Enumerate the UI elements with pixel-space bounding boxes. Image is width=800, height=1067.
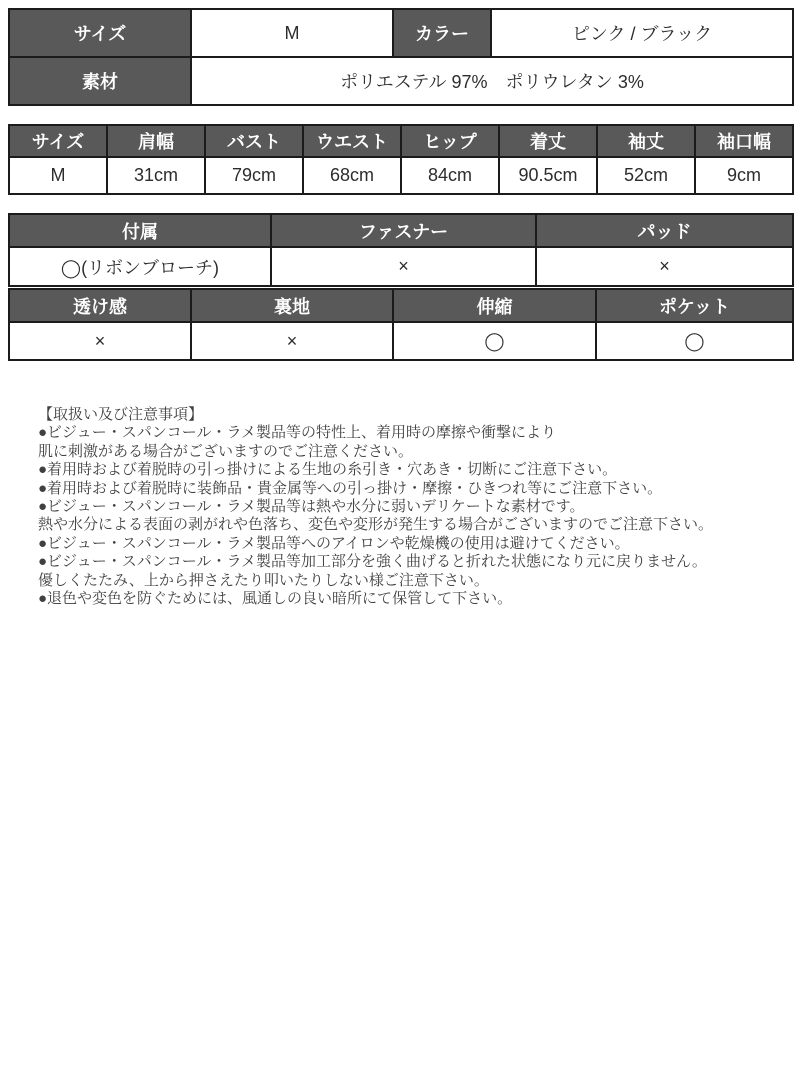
measure-value-cell: 84cm [401,157,499,194]
measure-value-cell: 52cm [597,157,695,194]
measure-header-cell: バスト [205,125,303,157]
table-row [9,57,793,105]
accessory-header-cell: 付属 [9,214,271,247]
spacer [8,106,792,124]
measure-header-cell: ヒップ [401,125,499,157]
feature-header-cell: ポケット [596,289,793,322]
care-note-line: ●着用時および着脱時に装飾品・貴金属等への引っ掛け・摩擦・ひきつれ等にご注意下さい。 [38,479,663,497]
care-notes-title: 【取扱い及び注意事項】 [38,406,204,423]
feature-header-cell: 伸縮 [393,289,596,322]
care-note-line: ●ビジュー・スパンコール・ラメ製品等は熱や水分に弱いデリケートな素材です。 [38,498,585,516]
measure-header-cell: サイズ [9,125,107,157]
measure-header-cell: ウエスト [303,125,401,157]
color-value-cell: ピンク / ブラック [491,9,793,57]
care-notes [8,406,792,608]
care-note-line: ●退色や変色を防ぐためには、風通しの良い暗所にて保管して下さい。 [38,590,513,608]
measure-value-cell: M [9,157,107,194]
table-row [9,247,793,286]
measure-value-cell: 9cm [695,157,793,194]
feature-header-cell: 裏地 [191,289,393,322]
accessory-header-cell: パッド [536,214,793,247]
table-row [9,125,793,157]
table-row [9,214,793,247]
accessory-header-cell: ファスナー [271,214,536,247]
measurements-table [8,124,794,195]
measure-value-cell: 31cm [107,157,205,194]
measure-value-cell: 68cm [303,157,401,194]
feature-value-cell: ◯ [393,322,596,360]
material-label-cell: 素材 [9,57,191,105]
accessory-value-cell: ◯(リボンブローチ) [9,247,271,286]
accessory-value-cell: × [271,247,536,286]
feature-value-cell: ◯ [596,322,793,360]
feature-value-cell: × [191,322,393,360]
feature-header-cell: 透け感 [9,289,191,322]
care-note-line: 優しくたたみ、上から押さえたり叩いたりしない様ご注意下さい。 [38,571,489,589]
feature-value-cell: × [9,322,191,360]
table-row [9,289,793,322]
care-note-line: 熱や水分による表面の剥がれや色落ち、変色や変形が発生する場合がございますのでご注意下さい。 [38,516,714,534]
spacer [8,195,792,213]
measure-header-cell: 着丈 [499,125,597,157]
table-row [9,157,793,194]
measure-value-cell: 90.5cm [499,157,597,194]
measure-header-cell: 袖口幅 [695,125,793,157]
color-label-cell: カラー [393,9,491,57]
size-value-cell: M [191,9,393,57]
measure-header-cell: 肩幅 [107,125,205,157]
measure-value-cell: 79cm [205,157,303,194]
care-note-line: ●ビジュー・スパンコール・ラメ製品等加工部分を強く曲げると折れた状態になり元に戻りません。 [38,553,707,571]
care-note-line: ●ビジュー・スパンコール・ラメ製品等へのアイロンや乾燥機の使用は避けてください。 [38,534,630,552]
care-note-line: 肌に刺激がある場合がございますのでご注意ください。 [38,442,414,460]
material-value-cell: ポリエステル 97% ポリウレタン 3% [191,57,793,105]
care-note-line: ●ビジュー・スパンコール・ラメ製品等の特性上、着用時の摩擦や衝撃により [38,424,557,442]
accessories-table [8,213,794,287]
table-row [9,322,793,360]
size-color-material-table [8,8,794,106]
care-note-line: ●着用時および着脱時の引っ掛けによる生地の糸引き・穴あき・切断にご注意下さい。 [38,461,618,479]
table-row [9,9,793,57]
features-table [8,288,794,361]
measure-header-cell: 袖丈 [597,125,695,157]
accessory-value-cell: × [536,247,793,286]
size-label-cell: サイズ [9,9,191,57]
